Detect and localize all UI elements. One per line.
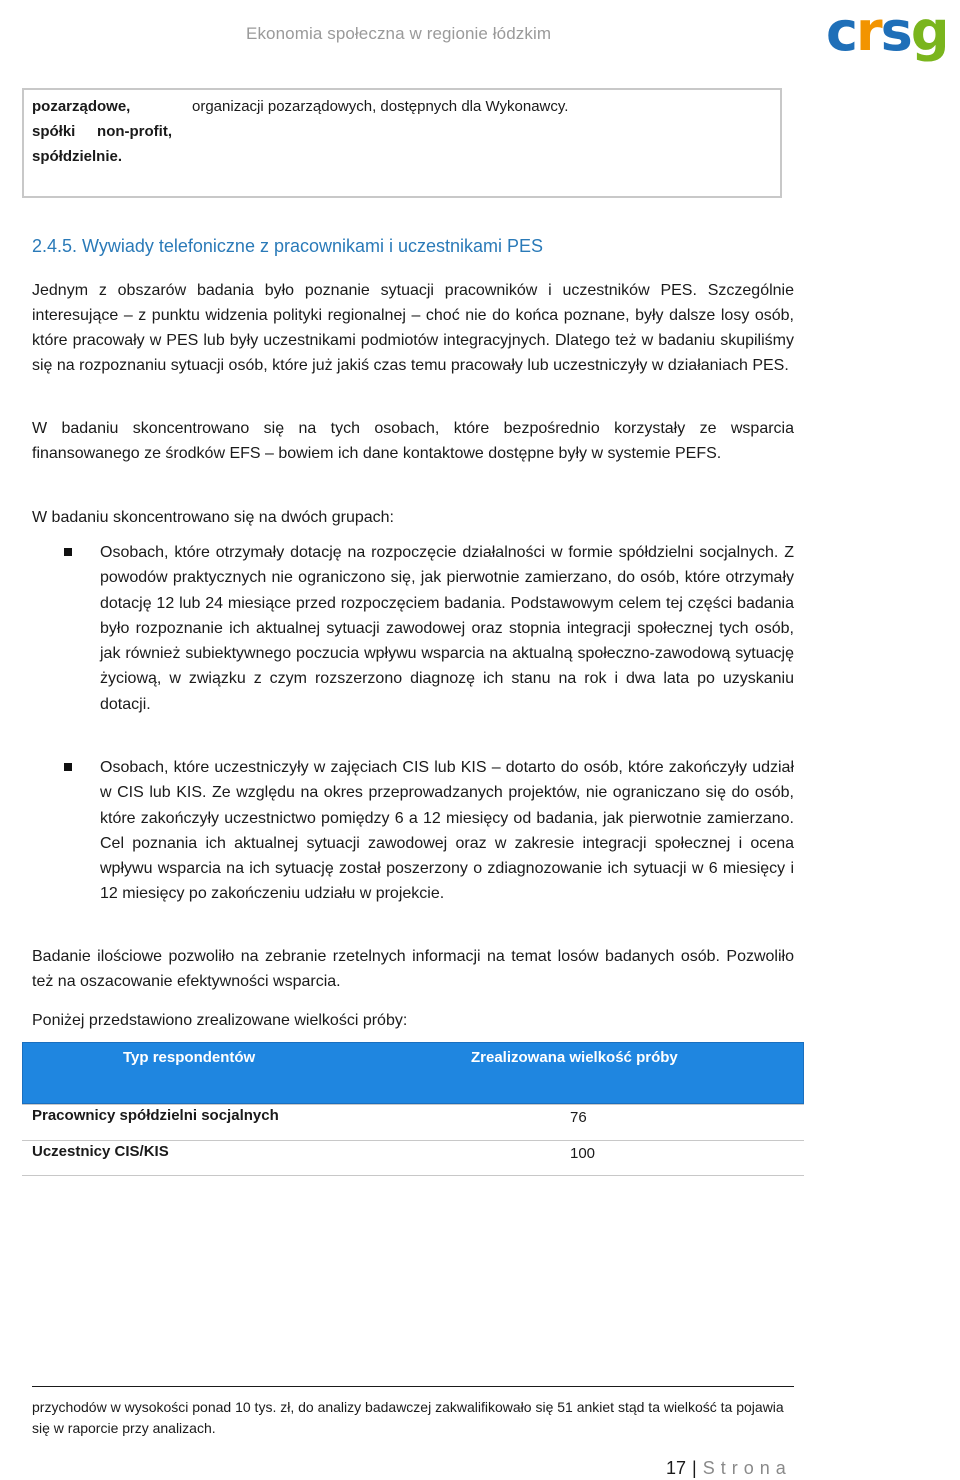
crsg-logo: crsg <box>826 0 948 63</box>
bullet-item-spoldzielnie: Osobach, które otrzymały dotację na rozpoczęcie działalności w formie spółdzielni socjalnych. Z powodów praktycznych nie ograniczono się, jak pierwotnie zamierzano, do osób, które otrzymały dotację 12 lub 24 miesiące przed rozpoczęciem badania. Podstawowym celem tej części badania było rozpoznanie ich aktualnej sytuacji zawodowej oraz stopnia integracji społecznej tych osób, jak również subiektywnego poczucia wpływu wsparcia na aktualną społeczno-zawodową sytuację życiową, w związku z czym rozszerzono diagnozę ich stanu na rok i dwa lata po uzyskaniu dotacji. <box>100 544 794 713</box>
table-header-row <box>22 1042 804 1104</box>
page-separator: | <box>692 1458 697 1478</box>
continued-table <box>22 88 782 198</box>
row-value: 100 <box>570 1145 596 1162</box>
row-label: Uczestnicy CIS/KIS <box>32 1143 169 1160</box>
column-header-respondent-type: Typ respondentów <box>123 1049 256 1066</box>
bullet-marker <box>64 548 72 556</box>
section-heading: 2.4.5. Wywiady telefoniczne z pracownikami i uczestnikami PES <box>32 236 544 256</box>
table-cell-description: organizacji pozarządowych, dostępnych dla Wykonawcy. <box>192 98 569 115</box>
running-header-title: Ekonomia społeczna w regionie łódzkim <box>246 24 552 43</box>
table-row <box>22 1140 804 1176</box>
row-label: Pracownicy spółdzielni socjalnych <box>32 1107 279 1124</box>
page-word: Strona <box>702 1458 792 1478</box>
paragraph-efs: W badaniu skoncentrowano się na tych osobach, które bezpośrednio korzystały ze wsparcia finansowanego ze środków EFS – bowiem ich dane kontaktowe dostępne były w systemie PEFS. <box>32 420 794 462</box>
paragraph-intro: Jednym z obszarów badania było poznanie sytuacji pracowników i uczestników PES. Szczególnie interesujące – z punktu widzenia polityki regionalnej – choć nie do końca poznane, były dalsze losy osób, które pracowały w PES lub były uczestnikami podmiotów integracyjnych. Dlatego też w badaniu skupiliśmy się na rozpoznaniu sytuacji osób, które już jakiś czas temu pracowały lub uczestniczyły w działaniach PES. <box>32 282 794 374</box>
table-cell-entity-types: pozarządowe, spółki non-profit, spółdzielnie. <box>32 98 172 165</box>
page-footer <box>666 1458 792 1479</box>
table-row <box>22 1104 804 1140</box>
page-number: 17 <box>666 1458 687 1478</box>
footnote-divider <box>32 1386 794 1387</box>
paragraph-quantitative: Badanie ilościowe pozwoliło na zebranie rzetelnych informacji na temat losów badanych osób. Pozwoliło też na oszacowanie efektywności wsparcia. <box>32 948 794 990</box>
paragraph-sample-lead: Poniżej przedstawiono zrealizowane wielkości próby: <box>32 1012 408 1029</box>
column-header-sample-size: Zrealizowana wielkość próby <box>471 1049 678 1066</box>
bullet-item-cis-kis: Osobach, które uczestniczyły w zajęciach CIS lub KIS – dotarto do osób, które zakończyły udział w CIS lub KIS. Ze względu na okres przeprowadzanych projektów, nie ograniczano się do osób, które zakończyły uczestnictwo pomiędzy 6 a 12 miesięcy od badania, jak pierwotnie zamierzano. Cel poznania ich aktualnej sytuacji zawodowej oraz w zakresie integracji społecznej i ocena wpływu wsparcia na ich sytuację został poszerzony o zdiagnozowanie ich sytuacji w 6 miesięcy i 12 miesięcy po zakończeniu udziału w projekcie. <box>100 759 794 903</box>
paragraph-groups-lead: W badaniu skoncentrowano się na dwóch grupach: <box>32 509 394 526</box>
footnote-text: przychodów w wysokości ponad 10 tys. zł, do analizy badawczej zakwalifikowało się 51 ankiet stąd ta wielkość ta pojawia się w raporcie przy analizach. <box>32 1399 784 1436</box>
row-value: 76 <box>570 1109 587 1126</box>
bullet-marker <box>64 763 72 771</box>
